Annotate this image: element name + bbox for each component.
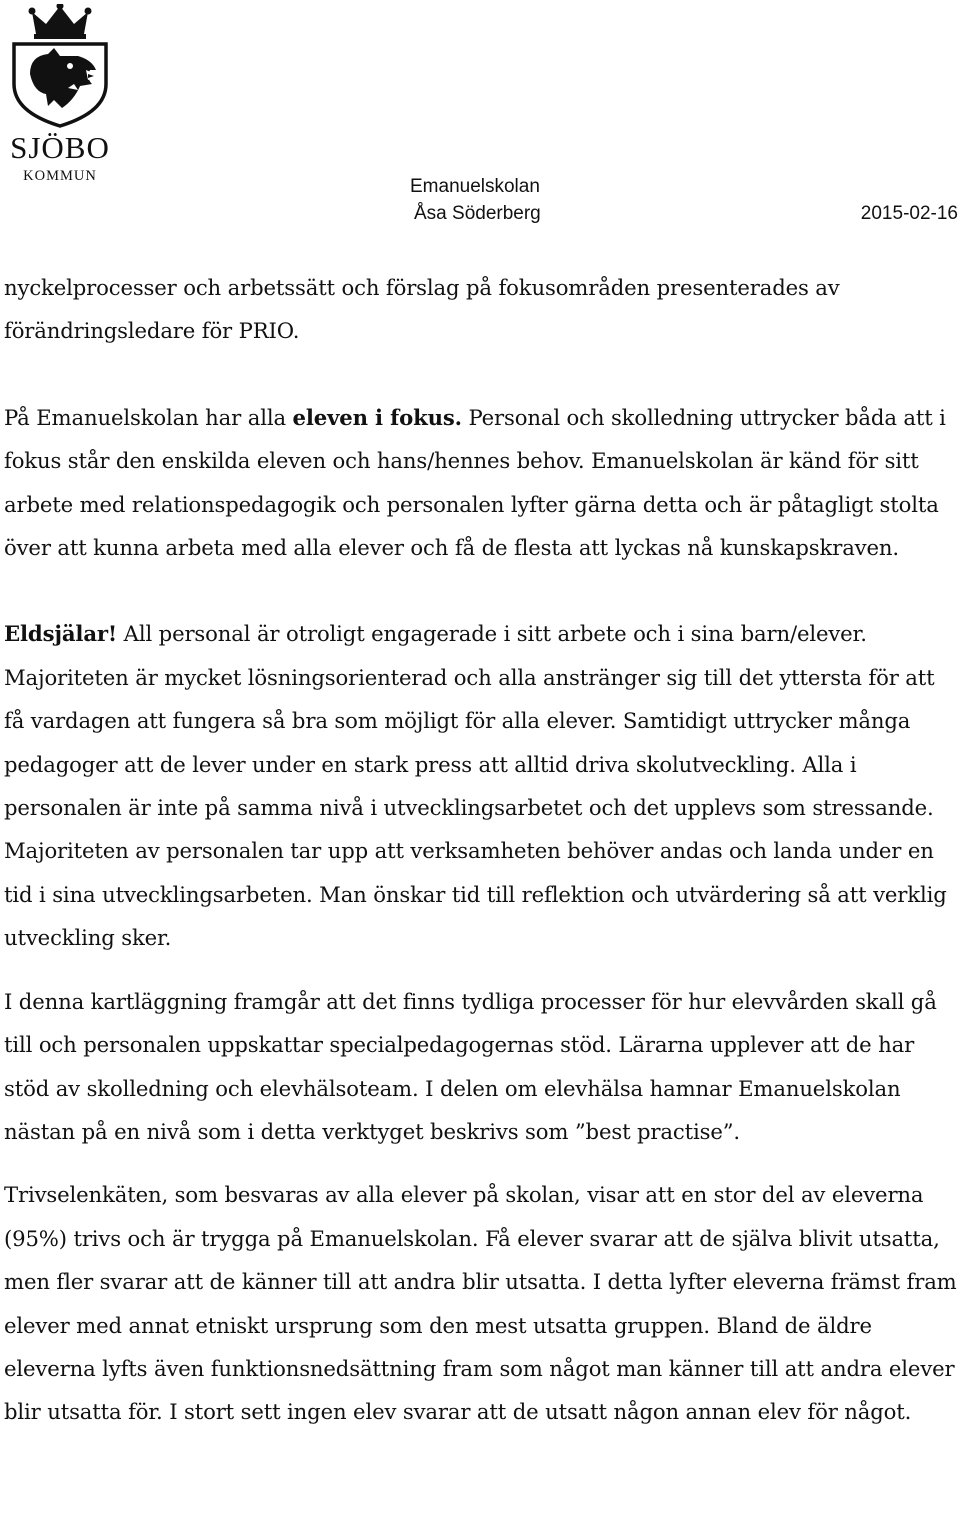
sjobo-kommun-logo (8, 4, 112, 190)
paragraph-text: På Emanuelskolan har alla (4, 404, 293, 430)
paragraph-eldsjalar (4, 612, 959, 959)
paragraph-elevvard: I denna kartläggning framgår att det finns tydliga processer för hur elevvården skall gå till och personalen uppskattar specialpedagogernas stöd. Lärarna upplever att de har stöd av skolledning och elevhälsoteam. I delen om elevhälsa hamnar Emanuelskolan nästan på en nivå som i detta verktyget beskrivs som ”best practise”. (4, 988, 937, 1144)
logo-text-sjobo: SJÖBO (10, 130, 110, 165)
paragraph-text: All personal är otroligt engagerade i sitt arbete och i sina barn/elever. Majoriteten är mycket lösningsorienterad och alla anstränger sig till det yttersta för att få vardagen att fungera så bra som möjligt för alla elever. Samtidigt uttrycker många pedagoger att de lever under en stark press att alltid driva skolutveckling. Alla i personalen är inte på samma nivå i utvecklingsarbetet och det upplevs som stressande. Majoriteten av personalen tar upp att verksamheten behöver andas och landa under en tid i sina utvecklingsarbeten. Man önskar tid till reflektion och utvärdering så att verklig utveckling sker. (4, 621, 947, 951)
paragraph-text: Personal och skolledning uttrycker båda att i fokus står den enskilda eleven och hans/hennes behov. Emanuelskolan är känd för sitt arbete med relationspedagogik och personalen lyfter gärna detta och är påtagligt stolta över att kunna arbeta med alla elever och få de flesta att lyckas nå kunskapskraven. (4, 404, 946, 561)
paragraph-eleven-i-fokus (4, 396, 959, 570)
header-date: 2015-02-16 (860, 203, 958, 224)
crowned-bear-head-shield-icon (8, 4, 112, 128)
header-author: Åsa Söderberg (414, 203, 541, 224)
paragraph-trivselenkat: Trivselenkäten, som besvaras av alla elever på skolan, visar att en stor del av eleverna (95%) trivs och är trygga på Emanuelskolan. Få elever svarar att de själva blivit utsatta, men fler svarar att de känner till att andra blir utsatta. I detta lyfter eleverna främst fram elever med annat etniskt ursprung som den mest utsatta gruppen. Bland de äldre eleverna lyfts även funktionsnedsättning fram som något man känner till att andra elever blir utsatta för. I stort sett ingen elev svarar att de utsatt någon annan elev för något. (4, 1182, 957, 1425)
header-school-name: Emanuelskolan (410, 176, 540, 197)
bold-phrase-eleven-i-fokus: eleven i fokus. (292, 404, 462, 430)
paragraph-prio-intro: nyckelprocesser och arbetssätt och förslag på fokusområden presenterades av förändringsledare för PRIO. (4, 275, 840, 344)
document-body (4, 266, 959, 1434)
bold-phrase-eldsjalar: Eldsjälar! (4, 621, 118, 647)
logo-text-kommun: KOMMUN (23, 168, 97, 184)
